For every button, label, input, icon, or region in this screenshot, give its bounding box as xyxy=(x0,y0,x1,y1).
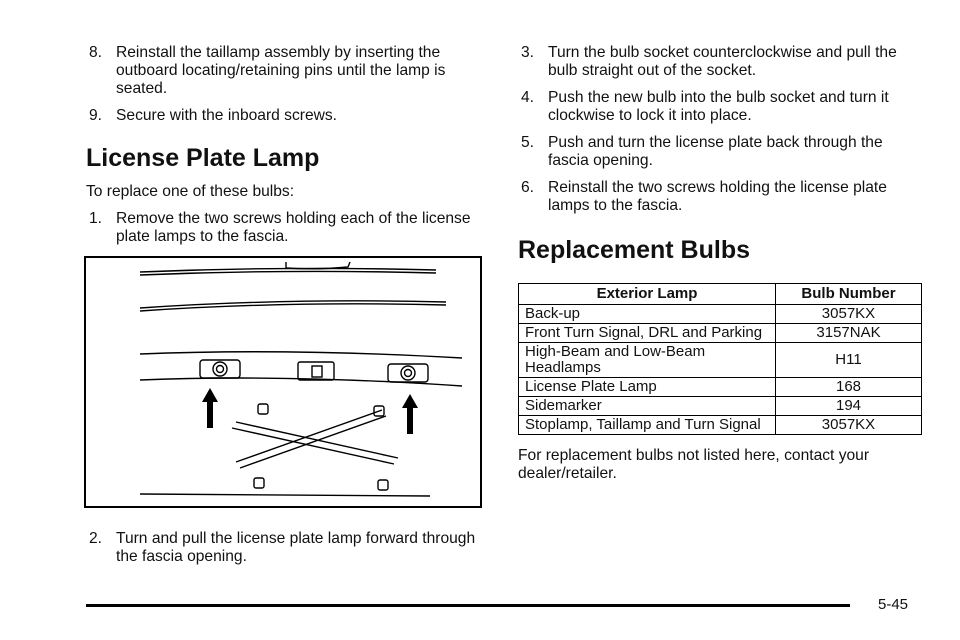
bulb-number-cell: 194 xyxy=(776,397,922,416)
bulb-number-cell: 168 xyxy=(776,378,922,397)
step-text: Push and turn the license plate back through the fascia opening. xyxy=(548,134,883,169)
table-row xyxy=(519,416,922,435)
table-header-row xyxy=(519,284,922,305)
step-text: Remove the two screws holding each of the license plate lamps to the fascia. xyxy=(116,210,471,245)
table-row xyxy=(519,343,922,378)
step-number: 8. xyxy=(89,44,103,61)
step-text: Reinstall the taillamp assembly by inserting the outboard locating/retaining pins until the lamp is seated. xyxy=(116,44,446,97)
bulb-number-cell: 3057KX xyxy=(776,305,922,324)
step-text: Secure with the inboard screws. xyxy=(116,107,338,124)
lamp-cell: Front Turn Signal, DRL and Parking xyxy=(519,324,776,343)
table-row xyxy=(519,397,922,416)
step-text: Turn the bulb socket counterclockwise and pull the bulb straight out of the socket. xyxy=(548,44,897,79)
bulb-number-cell: 3057KX xyxy=(776,416,922,435)
step-text: Turn and pull the license plate lamp forward through the fascia opening. xyxy=(116,530,476,565)
page-number: 5-45 xyxy=(878,596,909,613)
step-text: Push the new bulb into the bulb socket and turn it clockwise to lock it into place. xyxy=(548,89,889,124)
table-row xyxy=(519,324,922,343)
lamp-cell: Back-up xyxy=(519,305,776,324)
lamp-cell: License Plate Lamp xyxy=(519,378,776,397)
step-number: 9. xyxy=(89,107,103,124)
section-heading-replacement-bulbs: Replacement Bulbs xyxy=(518,236,751,264)
bulb-number-cell: H11 xyxy=(776,343,922,378)
step-text: Reinstall the two screws holding the license plate lamps to the fascia. xyxy=(548,179,887,214)
step-1 xyxy=(86,210,488,246)
column-header: Exterior Lamp xyxy=(519,284,776,305)
replacement-bulbs-table xyxy=(518,283,922,435)
step-4 xyxy=(518,89,922,125)
step-number: 1. xyxy=(89,210,103,227)
step-5 xyxy=(518,134,922,170)
step-2 xyxy=(86,530,488,566)
step-6 xyxy=(518,179,922,215)
lamp-cell: High-Beam and Low-Beam Headlamps xyxy=(519,343,776,378)
step-3 xyxy=(518,44,922,80)
step-9 xyxy=(86,107,488,125)
license-plate-lamp-illustration xyxy=(84,256,482,508)
column-header: Bulb Number xyxy=(776,284,922,305)
step-number: 4. xyxy=(521,89,535,106)
lamp-cell: Stoplamp, Taillamp and Turn Signal xyxy=(519,416,776,435)
step-number: 6. xyxy=(521,179,535,196)
step-number: 2. xyxy=(89,530,103,547)
footer-rule xyxy=(86,604,850,607)
table-row xyxy=(519,305,922,324)
section-heading-license-plate-lamp: License Plate Lamp xyxy=(86,144,320,172)
illustration-drawing xyxy=(86,258,480,506)
intro-text: To replace one of these bulbs: xyxy=(86,183,295,200)
table-row xyxy=(519,378,922,397)
replacement-note: For replacement bulbs not listed here, contact your dealer/retailer. xyxy=(518,447,870,482)
step-number: 5. xyxy=(521,134,535,151)
lamp-cell: Sidemarker xyxy=(519,397,776,416)
step-number: 3. xyxy=(521,44,535,61)
right-column xyxy=(518,44,922,483)
step-8 xyxy=(86,44,488,98)
bulb-number-cell: 3157NAK xyxy=(776,324,922,343)
left-column xyxy=(86,44,488,575)
